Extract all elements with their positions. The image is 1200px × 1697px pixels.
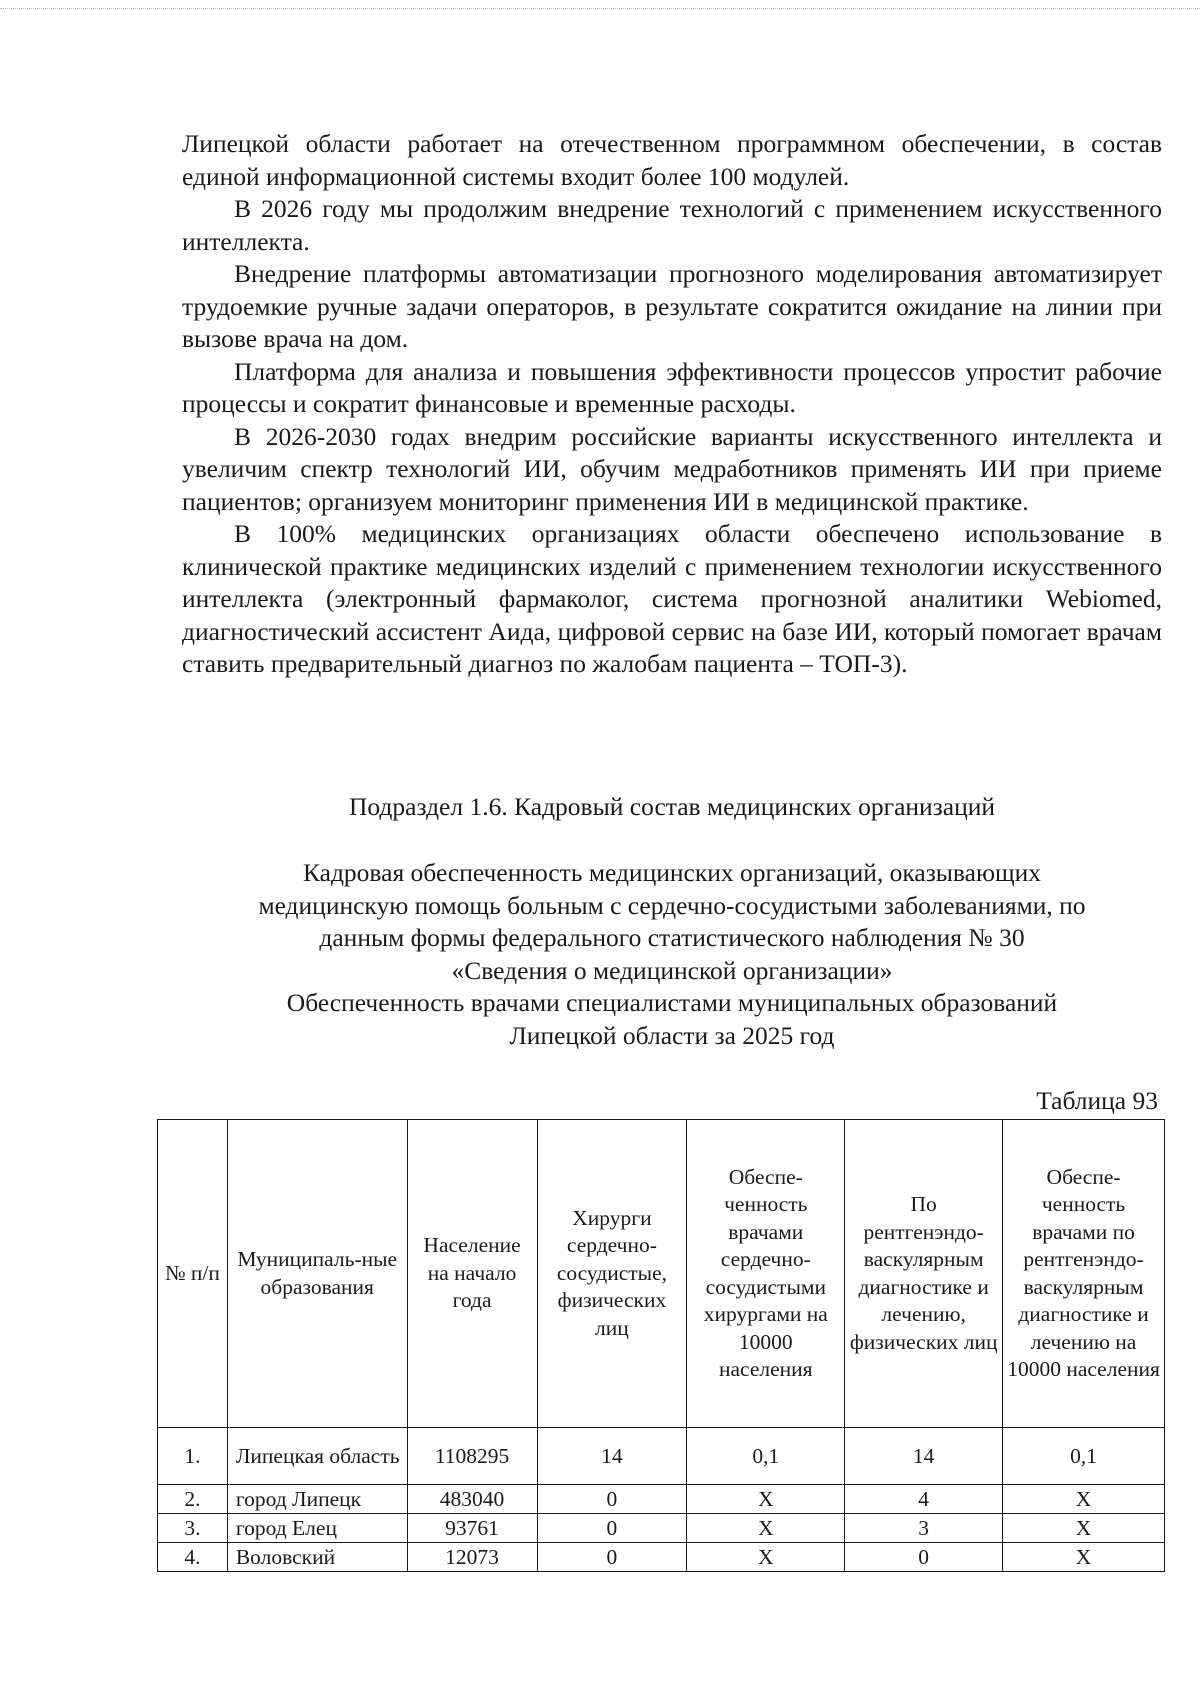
paragraph-4: Платформа для анализа и повышения эффективности процессов упростит рабочие процессы и сократит финансовые и временные расходы. [182, 356, 1162, 418]
cell-municipality: Воловский [227, 1543, 407, 1572]
header-cell-cv-surgeons: Хирурги сердечно-сосудистые, физических лиц [537, 1120, 687, 1428]
cell-population: 93761 [407, 1514, 537, 1543]
cell-cv-surgeon-ratio: Х [687, 1485, 845, 1514]
cell-population: 1108295 [407, 1428, 537, 1485]
table-row [158, 1514, 1165, 1543]
subsection-title: Подраздел 1.6. Кадровый состав медицинских организаций [348, 792, 996, 821]
cell-endovascular-ratio: 0,1 [1003, 1428, 1165, 1485]
table-heading-line-2: медицинскую помощь больным с сердечно-сосудистыми заболеваниями, по [258, 890, 1086, 920]
cell-number: 2. [158, 1485, 228, 1514]
cell-endovascular: 0 [845, 1543, 1003, 1572]
cell-cv-surgeons: 14 [537, 1428, 687, 1485]
table-row [158, 1428, 1165, 1485]
body-text [182, 128, 1162, 681]
cell-cv-surgeons: 0 [537, 1485, 687, 1514]
cell-endovascular: 4 [845, 1485, 1003, 1514]
cell-number: 4. [158, 1543, 228, 1572]
table-heading [182, 857, 1162, 1052]
table-header-row [158, 1120, 1165, 1428]
table-heading-line-4: «Сведения о медицинской организации» [451, 955, 893, 985]
cell-number: 1. [158, 1428, 228, 1485]
cell-endovascular: 3 [845, 1514, 1003, 1543]
paragraph-6: В 100% медицинских организациях области обеспечено использование в клинической практике медицинских изделий с применением технологии искусственного интеллекта (электронный фармаколог, система прогнозной аналитики Webiomed, диагностический ассистент Аида, цифровой сервис на базе ИИ, который помогает врачам ставить предварительный диагноз по жалобам пациента – ТОП-3). [182, 519, 1162, 678]
header-cell-endovascular: По рентгенэндо-васкулярным диагностике и лечению, физических лиц [845, 1120, 1003, 1428]
paragraph-5: В 2026-2030 годах внедрим российские варианты искусственного интеллекта и увеличим спектр технологий ИИ, обучим медработников применять ИИ при приеме пациентов; организуем мониторинг применения ИИ в медицинской практике. [182, 421, 1162, 516]
table-heading-line-6: Липецкой области за 2025 год [509, 1020, 835, 1050]
header-cell-cv-surgeon-ratio: Обеспе-ченность врачами сердечно-сосудистыми хирургами на 10000 населения [687, 1120, 845, 1428]
cell-endovascular: 14 [845, 1428, 1003, 1485]
header-cell-population: Население на начало года [407, 1120, 537, 1428]
table-heading-line-1: Кадровая обеспеченность медицинских организаций, оказывающих [302, 858, 1042, 887]
cell-endovascular-ratio: Х [1003, 1543, 1165, 1572]
cell-cv-surgeon-ratio: 0,1 [687, 1428, 845, 1485]
header-cell-number: № п/п [158, 1120, 228, 1428]
cell-population: 483040 [407, 1485, 537, 1514]
cell-cv-surgeons: 0 [537, 1514, 687, 1543]
cell-endovascular-ratio: Х [1003, 1485, 1165, 1514]
header-cell-endovascular-ratio: Обеспе-ченность врачами по рентгенэндо-васкулярным диагностике и лечению на 10000 населения [1003, 1120, 1165, 1428]
table-row [158, 1485, 1165, 1514]
header-cell-municipality: Муниципаль-ные образования [227, 1120, 407, 1428]
table-number: Таблица 93 [1036, 1086, 1158, 1115]
paragraph-1: Липецкой области работает на отечественном программном обеспечении, в состав единой информационной системы входит более 100 модулей. [182, 129, 1162, 191]
table-heading-line-3: данным формы федерального статистического наблюдения № 30 [319, 923, 1025, 952]
cell-cv-surgeon-ratio: Х [687, 1514, 845, 1543]
cell-cv-surgeons: 0 [537, 1543, 687, 1572]
cell-number: 3. [158, 1514, 228, 1543]
scan-edge-divider [0, 8, 1200, 9]
cell-municipality: Липецкая область [227, 1428, 407, 1485]
table-heading-line-5: Обеспеченность врачами специалистами муниципальных образований [286, 988, 1058, 1017]
cell-endovascular-ratio: Х [1003, 1514, 1165, 1543]
cell-municipality: город Елец [227, 1514, 407, 1543]
cell-population: 12073 [407, 1543, 537, 1572]
cell-municipality: город Липецк [227, 1485, 407, 1514]
paragraph-3: Внедрение платформы автоматизации прогнозного моделирования автоматизирует трудоемкие ручные задачи операторов, в результате сократится ожидание на линии при вызове врача на дом. [182, 259, 1162, 353]
table-row [158, 1543, 1165, 1572]
paragraph-2: В 2026 году мы продолжим внедрение технологий с применением искусственного интеллекта. [182, 194, 1162, 256]
cell-cv-surgeon-ratio: Х [687, 1543, 845, 1572]
staffing-table [157, 1119, 1165, 1572]
